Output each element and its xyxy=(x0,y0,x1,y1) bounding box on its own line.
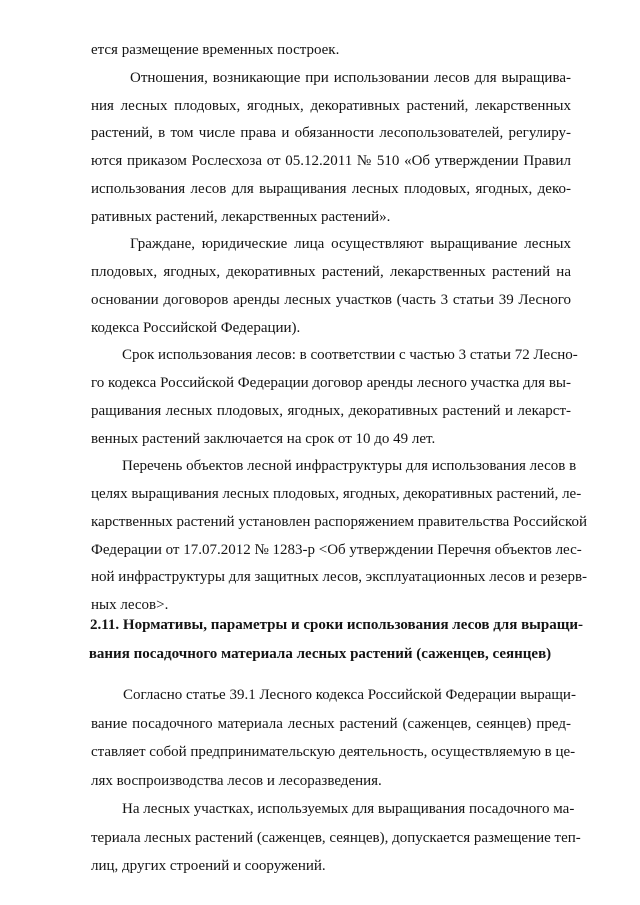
text-line: вание посадочного материала лесных растений (саженцев, сеянцев) пред- xyxy=(91,715,571,732)
text-line: Федерации от 17.07.2012 № 1283-р <Об утверждении Перечня объектов лес- xyxy=(91,541,582,558)
text-line: ных лесов>. xyxy=(91,597,169,613)
text-line: ются приказом Рослесхоза от 05.12.2011 № 510 «Об утверждении Правил xyxy=(91,153,571,169)
text-line: лиц, других строений и сооружений. xyxy=(91,858,326,874)
text-line: Срок использования лесов: в соответствии с частью 3 статьи 72 Лесно- xyxy=(122,347,578,364)
text-line: карственных растений установлен распоряжением правительства Российской xyxy=(91,513,587,530)
text-line: лях воспроизводства лесов и лесоразведения. xyxy=(91,772,382,789)
text-line: основании договоров аренды лесных участков (часть 3 статьи 39 Лесного xyxy=(91,291,571,308)
text-line: целях выращивания лесных плодовых, ягодных, декоративных растений, ле- xyxy=(91,486,582,502)
text-line: ративных растений, лекарственных растений». xyxy=(91,208,391,225)
text-line: Граждане, юридические лица осуществляют выращивание лесных xyxy=(130,236,571,253)
text-line: ращивания лесных плодовых, ягодных, декоративных растений и лекарст- xyxy=(91,402,571,419)
text-line: венных растений заключается на срок от 10 до 49 лет. xyxy=(91,430,436,447)
text-line: Перечень объектов лесной инфраструктуры для использования лесов в xyxy=(122,458,577,475)
text-line: плодовых, ягодных, декоративных растений, лекарственных растений на xyxy=(91,264,571,280)
text-line: териала лесных растений (саженцев, сеянцев), допускается размещение теп- xyxy=(91,829,581,846)
text-line: растений, в том числе права и обязанности лесопользователей, регулиру- xyxy=(91,125,571,142)
text-line: ния лесных плодовых, ягодных, декоративных растений, лекарственных xyxy=(91,97,571,114)
section-heading-line: 2.11. Нормативы, параметры и сроки использования лесов для выращи- xyxy=(90,617,584,633)
text-line: Согласно статье 39.1 Лесного кодекса Российской Федерации выращи- xyxy=(123,687,576,703)
text-line: ставляет собой предпринимательскую деятельность, осуществляемую в це- xyxy=(91,744,576,760)
text-line: кодекса Российской Федерации). xyxy=(91,319,301,336)
section-heading-line: вания посадочного материала лесных растений (саженцев, сеянцев) xyxy=(88,646,552,662)
text-line: Отношения, возникающие при использовании лесов для выращива- xyxy=(130,69,571,86)
text-line: го кодекса Российской Федерации договор аренды лесного участка для вы- xyxy=(91,375,571,391)
text-line: использования лесов для выращивания лесных плодовых, ягодных, деко- xyxy=(91,180,571,197)
text-line: ной инфраструктуры для защитных лесов, эксплуатационных лесов и резерв- xyxy=(91,569,588,586)
text-line: ется размещение временных построек. xyxy=(91,42,340,58)
text-line: На лесных участках, используемых для выращивания посадочного ма- xyxy=(122,801,575,817)
